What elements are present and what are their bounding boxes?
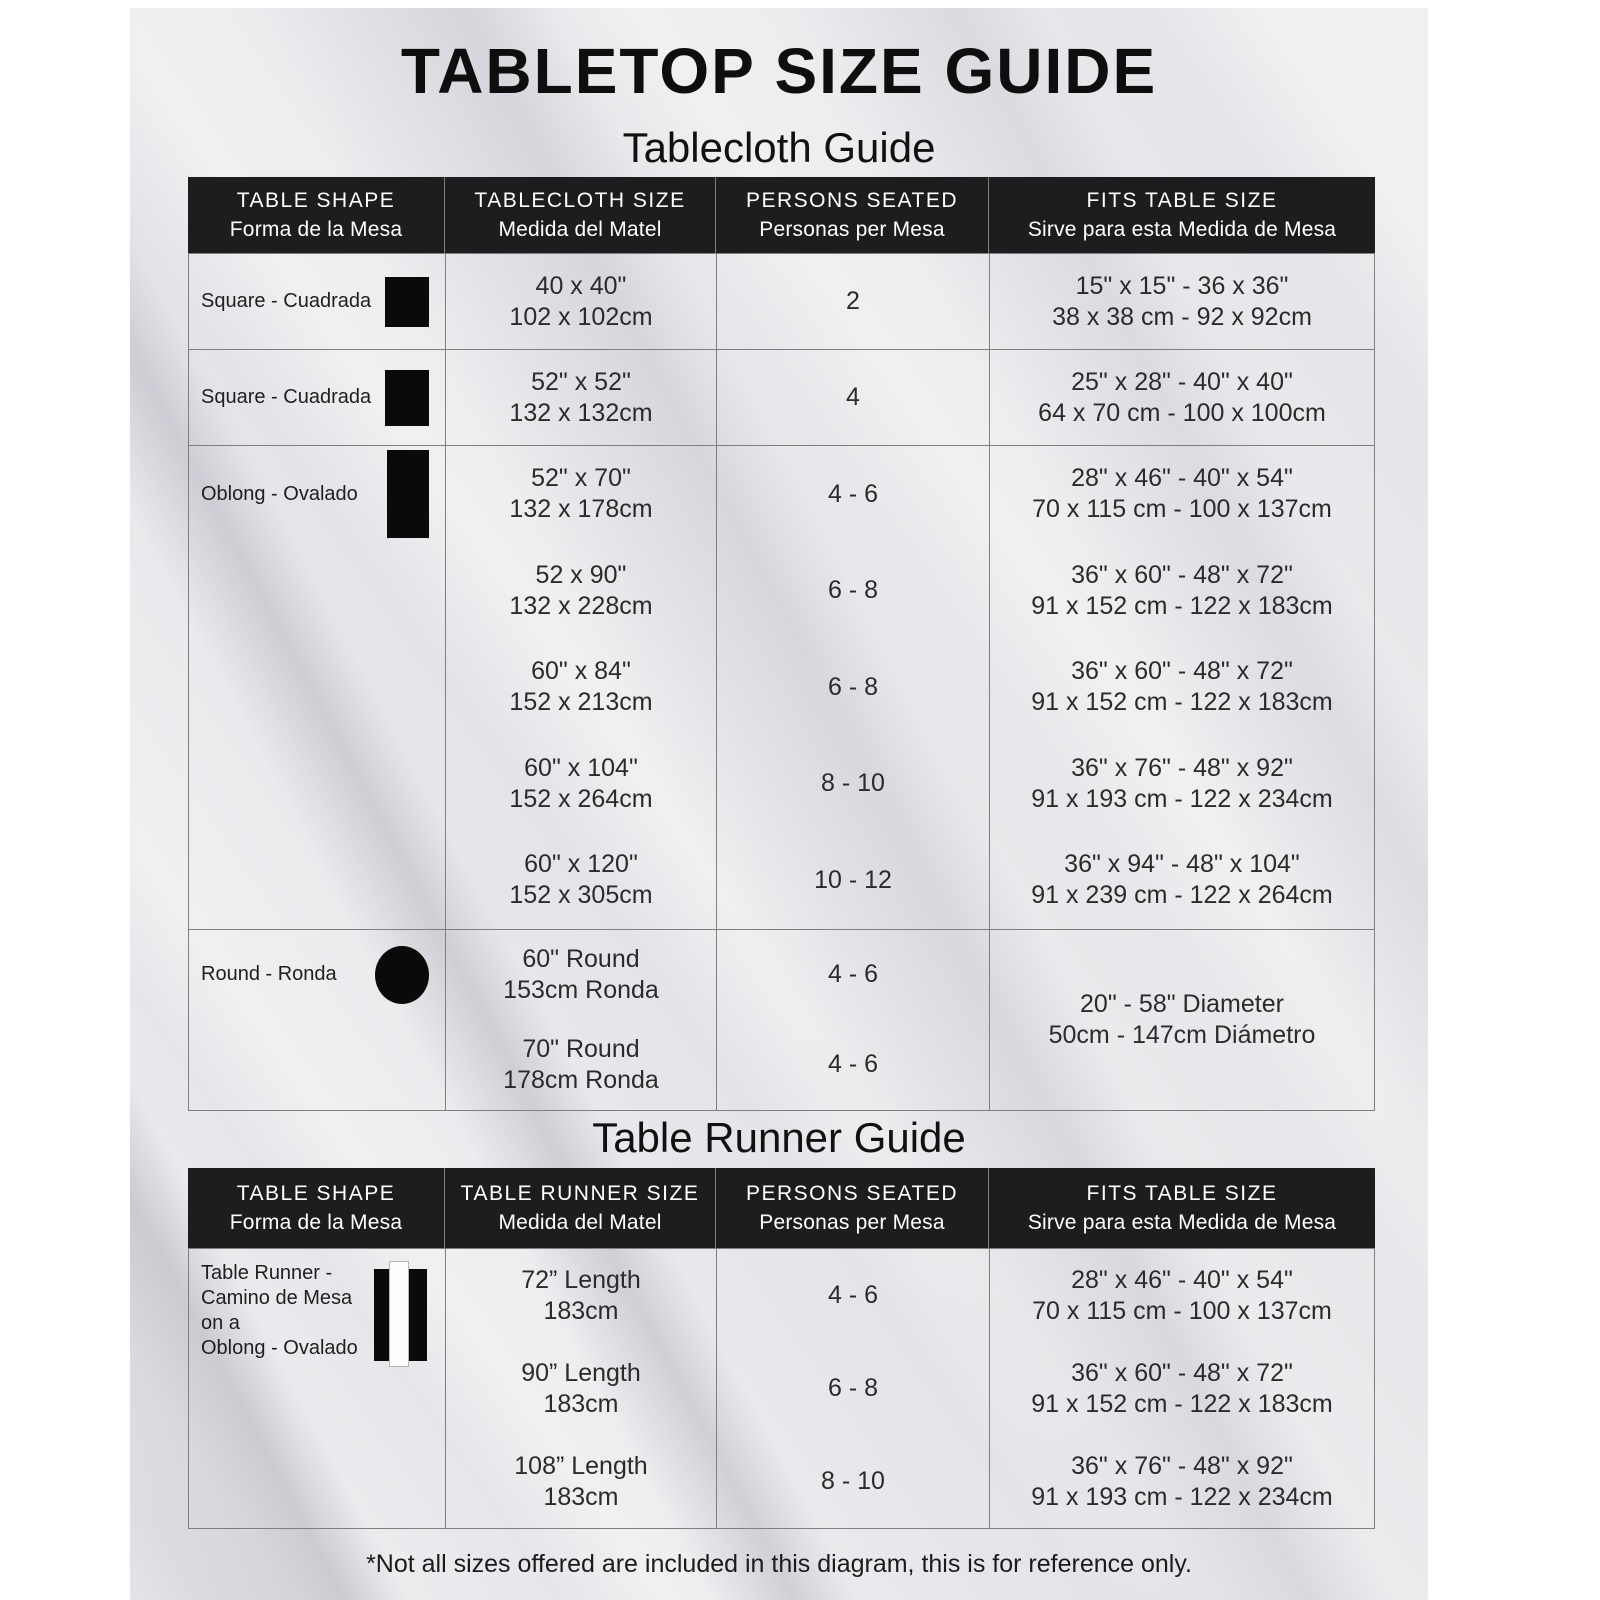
shape-label: Square - Cuadrada [201,290,372,312]
tablecloth-header-row [188,177,1375,253]
size-entry [446,254,716,349]
size-inches: 60" x 120" [524,850,638,879]
size-cm: 183cm [543,1482,619,1511]
table-row [189,445,1374,929]
size-inches: 70" Round [522,1034,640,1063]
fits-entry [990,1435,1374,1528]
fits-inches: 20" - 58" Diameter [1080,989,1284,1018]
persons-entry: 4 - 6 [827,1050,879,1078]
size-cm: 152 x 305cm [509,881,653,910]
header-table-shape-es: Forma de la Mesa [229,1210,403,1234]
size-cm: 152 x 264cm [509,784,653,813]
size-entry [446,1342,716,1435]
persons-entry: 4 [846,383,860,411]
fits-cm: 70 x 115 cm - 100 x 137cm [1032,495,1332,524]
table-runner-icon [374,1261,429,1369]
fits-entry [990,639,1374,736]
persons-entry: 4 - 6 [827,479,879,508]
size-entry [446,1435,716,1528]
fits-entry [990,1249,1374,1342]
shape-label-line: Oblong - Ovalado [201,1337,358,1359]
shape-cell [189,930,445,1020]
header-tablecloth-size [445,177,716,253]
fits-inches: 36" x 60" - 48" x 72" [1071,657,1293,686]
fits-cm: 91 x 193 cm - 122 x 234cm [1031,784,1333,813]
runner-header-row [188,1168,1375,1248]
size-entry [446,543,716,640]
size-entry [446,1249,716,1342]
size-cm: 102 x 102cm [509,302,653,331]
size-entry [446,446,716,543]
fits-inches: 36" x 94" - 48" x 104" [1064,850,1300,879]
header-fits-table-size-es: Sirve para esta Medida de Mesa [1027,1210,1337,1234]
shape-cell [189,350,445,445]
persons-entry: 6 - 8 [827,672,879,701]
size-inches: 60" x 84" [531,657,631,686]
shape-label: Oblong - Ovalado [201,482,358,505]
header-table-runner-size-es: Medida del Matel [498,1210,662,1234]
fits-inches: 36" x 60" - 48" x 72" [1071,560,1293,589]
fits-entry [990,254,1374,349]
size-inches: 72” Length [521,1265,641,1294]
table-runner-guide-table [188,1168,1375,1529]
size-inches: 108” Length [514,1451,648,1480]
shape-label-line: on a [201,1312,240,1334]
fits-cm: 91 x 152 cm - 122 x 183cm [1031,688,1333,717]
size-cm: 153cm Ronda [503,975,659,1004]
header-persons-seated [716,1168,989,1248]
size-inches: 60" x 104" [524,753,638,782]
persons-entry: 10 - 12 [814,865,892,894]
header-fits-table-size-es: Sirve para esta Medida de Mesa [1027,217,1337,241]
header-persons-seated-en: PERSONS SEATED [746,1181,958,1205]
shape-cell [189,1249,445,1369]
header-table-runner-size-en: TABLE RUNNER SIZE [460,1181,700,1205]
header-fits-table-size [989,1168,1375,1248]
persons-entry: 8 - 10 [821,769,885,798]
size-entry [446,1020,716,1110]
header-table-shape-en: TABLE SHAPE [236,1181,396,1205]
size-entry [446,639,716,736]
header-persons-seated-es: Personas per Mesa [759,217,945,241]
size-entry [446,832,716,929]
size-cm: 132 x 178cm [509,495,653,524]
header-fits-table-size-en: FITS TABLE SIZE [1086,1181,1278,1205]
table-runner-guide-title: Table Runner Guide [592,1114,966,1161]
square-icon [385,277,429,327]
shape-label: Round - Ronda [201,963,337,985]
tablecloth-body [188,253,1375,1111]
fits-cm: 38 x 38 cm - 92 x 92cm [1052,302,1312,331]
size-cm: 132 x 228cm [509,591,653,620]
fits-entry [990,736,1374,833]
table-row [189,929,1374,1110]
size-entry [446,930,716,1020]
header-persons-seated-en: PERSONS SEATED [746,188,958,212]
header-tablecloth-size-es: Medida del Matel [498,217,662,241]
header-table-shape-es: Forma de la Mesa [229,217,403,241]
fits-inches: 25" x 28" - 40" x 40" [1071,367,1293,396]
shape-label-line: Camino de Mesa [201,1287,353,1309]
table-row [189,1249,1374,1528]
fits-inches: 28" x 46" - 40" x 54" [1071,1265,1293,1294]
size-entry [446,350,716,445]
persons-entry: 6 - 8 [827,576,879,605]
shape-label: Square - Cuadrada [201,386,372,408]
fits-entry-merged [990,930,1374,1110]
circle-icon [375,946,429,1004]
fits-cm: 91 x 152 cm - 122 x 183cm [1031,591,1333,620]
footnote: *Not all sizes offered are included in this diagram, this is for reference only. [366,1550,1192,1578]
runner-stripe [389,1261,409,1367]
header-table-runner-size [445,1168,716,1248]
fits-cm: 91 x 152 cm - 122 x 183cm [1031,1389,1333,1418]
size-inches: 60" Round [522,944,640,973]
header-table-shape-en: TABLE SHAPE [236,188,396,212]
persons-entry: 2 [846,287,860,315]
fits-entry [990,446,1374,543]
size-cm: 132 x 132cm [509,398,653,427]
header-table-shape [188,177,445,253]
size-cm: 152 x 213cm [509,688,653,717]
table-row [189,349,1374,445]
fits-cm: 70 x 115 cm - 100 x 137cm [1032,1296,1332,1325]
fits-cm: 64 x 70 cm - 100 x 100cm [1038,398,1326,427]
shape-label [189,1261,358,1361]
marble-poster [130,8,1428,1600]
shape-cell [189,254,445,349]
header-persons-seated-es: Personas per Mesa [759,1210,945,1234]
size-entry [446,736,716,833]
table-row [189,254,1374,349]
size-inches: 90” Length [521,1358,641,1387]
fits-entry [990,832,1374,929]
square-icon [385,370,429,426]
size-inches: 52" x 70" [531,464,631,493]
persons-entry: 6 - 8 [827,1374,879,1402]
header-tablecloth-size-en: TABLECLOTH SIZE [474,188,686,212]
fits-inches: 36" x 76" - 48" x 92" [1071,753,1293,782]
runner-body [188,1248,1375,1529]
fits-inches: 36" x 60" - 48" x 72" [1071,1358,1293,1387]
header-persons-seated [716,177,989,253]
size-cm: 183cm [543,1296,619,1325]
shape-label-line: Table Runner - [201,1262,333,1284]
persons-entry: 8 - 10 [821,1467,885,1495]
persons-entry: 4 - 6 [827,960,879,988]
tablecloth-guide-title: Tablecloth Guide [622,124,936,171]
page-title: TABLETOP SIZE GUIDE [400,35,1158,107]
header-table-shape [188,1168,445,1248]
fits-cm: 91 x 239 cm - 122 x 264cm [1031,881,1333,910]
fits-entry [990,1342,1374,1435]
size-inches: 52 x 90" [535,560,627,589]
fits-entry [990,350,1374,445]
size-inches: 40 x 40" [535,271,627,300]
fits-inches: 36" x 76" - 48" x 92" [1071,1451,1293,1480]
size-inches: 52" x 52" [531,367,631,396]
size-cm: 183cm [543,1389,619,1418]
fits-inches: 15" x 15" - 36 x 36" [1075,271,1289,300]
fits-inches: 28" x 46" - 40" x 54" [1071,464,1293,493]
shape-cell [189,446,445,543]
fits-cm: 91 x 193 cm - 122 x 234cm [1031,1482,1333,1511]
size-cm: 178cm Ronda [503,1065,659,1094]
header-fits-table-size-en: FITS TABLE SIZE [1086,188,1278,212]
tablecloth-guide-table [188,177,1375,1111]
oblong-icon [387,450,429,538]
header-fits-table-size [989,177,1375,253]
fits-cm: 50cm - 147cm Diámetro [1048,1020,1316,1049]
fits-entry [990,543,1374,640]
persons-entry: 4 - 6 [827,1281,879,1309]
